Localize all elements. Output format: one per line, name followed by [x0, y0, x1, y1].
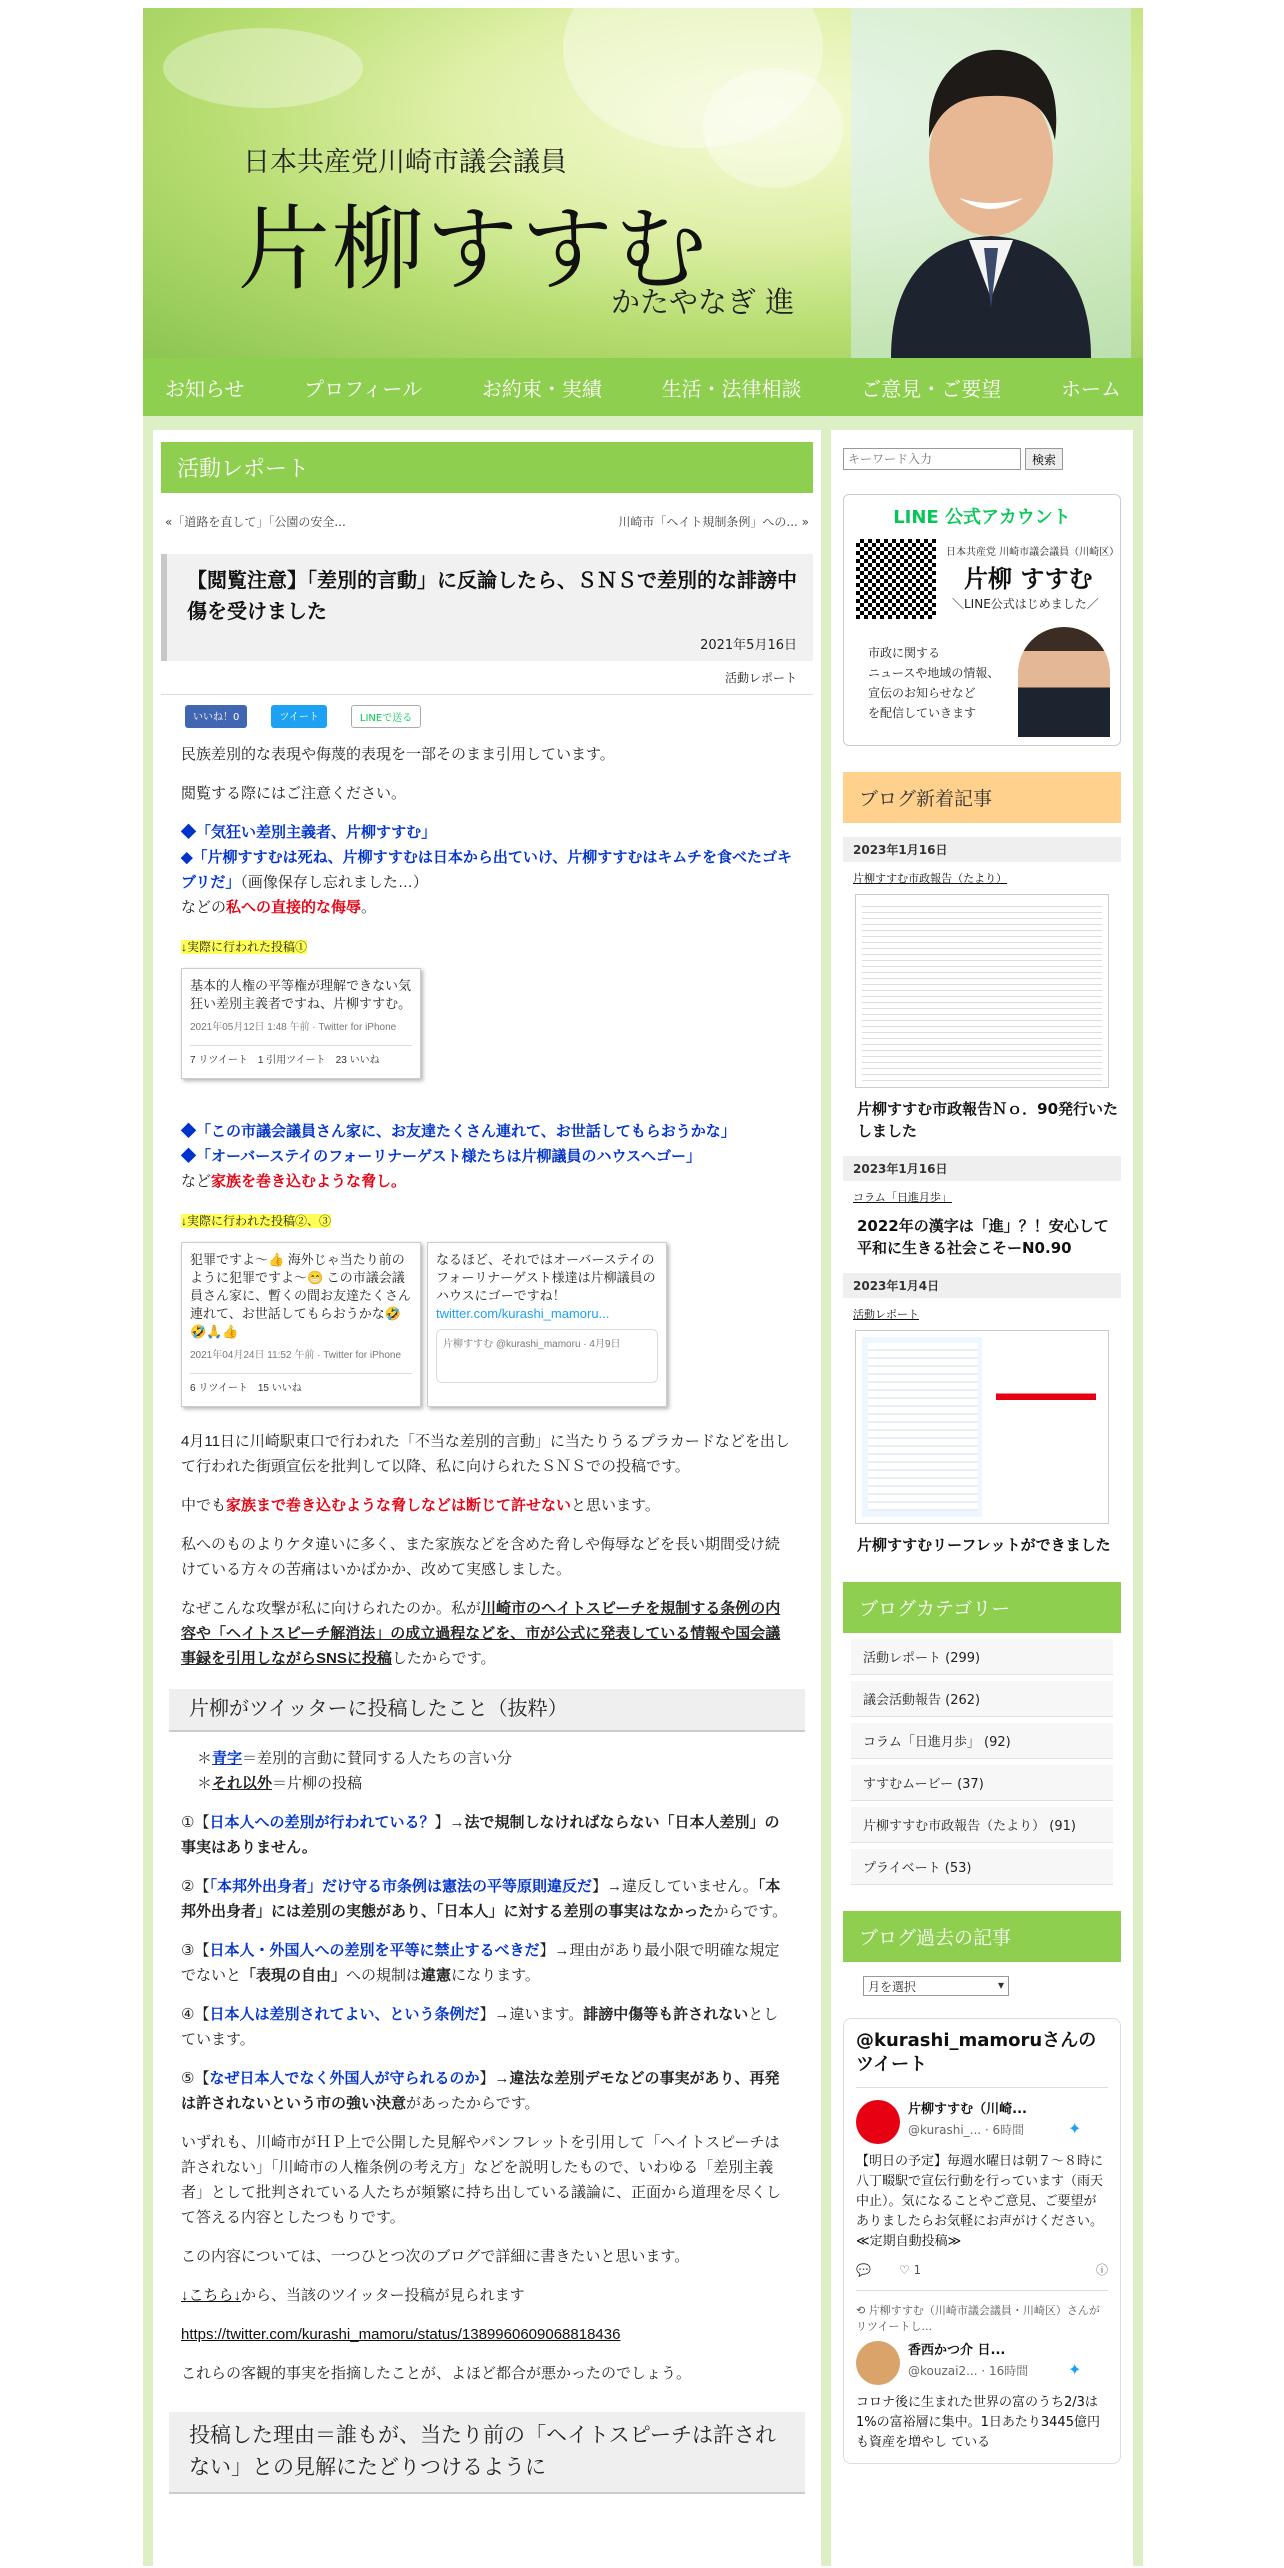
- search-input[interactable]: [843, 448, 1021, 470]
- search-form: [843, 448, 1121, 470]
- avatar[interactable]: [856, 2100, 900, 2144]
- recent-posts-title: ブログ新着記事: [843, 772, 1121, 823]
- recent-post-title[interactable]: 片柳すすむリーフレットができました: [857, 1536, 1111, 1554]
- timeline-title[interactable]: @kurashi_mamoruさんのツイート: [856, 2029, 1108, 2088]
- here-link[interactable]: ↓こちら↓: [181, 2287, 242, 2304]
- legend-key: 青字: [212, 1750, 243, 1767]
- tweet-text: 【明日の予定】毎週水曜日は朝７～８時に八丁畷駅で宣伝行動を行っています（雨天中止）。気になることやご意見、ご要望がありましたらお気軽にお声がけください。≪定期自動投稿≫: [856, 2154, 1104, 2249]
- tweet-author: [908, 2341, 1068, 2382]
- text: ③【: [181, 1942, 210, 1959]
- text: 】→理由があり最小限で明確な規定でないと: [181, 1942, 780, 1984]
- text: などの: [181, 899, 227, 916]
- claim-text: 日本人は差別されてよい、という条例だ: [209, 2006, 480, 2023]
- portrait-thumbnail: [1018, 627, 1110, 737]
- text: したからです。: [391, 1650, 496, 1667]
- paragraph: [181, 1596, 793, 1671]
- tweet-link: twitter.com/kurashi_mamoru...: [436, 1306, 610, 1321]
- tweet-author: [908, 2100, 1068, 2141]
- post-title: 【閲覧注意】「差別的言動」に反論したら、ＳＮＳで差別的な誹謗中傷を受けました: [187, 570, 797, 623]
- answer-text: 「本邦外出身者」には差別の実態があり、「日本人」に対する差別の事実はなかった: [181, 1878, 781, 1920]
- text: としています。: [181, 2006, 779, 2048]
- text: ＝差別的言動に賛同する人たちの言い分: [242, 1750, 513, 1767]
- quote-block: [181, 1119, 793, 1194]
- emphasis-text: 家族まで巻き込むような脅しなどは断じて許せない: [226, 1497, 572, 1514]
- quote-text: ◆「片柳すすむは死ね、片柳すすむは日本から出ていけ、片柳すすむはキムチを食べたゴキブリだ」: [181, 849, 792, 891]
- tweet-actions: [856, 2260, 1108, 2291]
- tweet-meta: 2021年04月24日 11:52 午前 · Twitter for iPhone: [190, 1350, 402, 1361]
- post-header: [161, 554, 813, 661]
- bird-icon: ✦: [1068, 2360, 1082, 2379]
- retweet-label: [856, 2303, 1108, 2335]
- author-handle: @kurashi_... · 6時間: [908, 2123, 1025, 2137]
- paragraph: 閲覧する際にはご注意ください。: [181, 785, 407, 802]
- text: なぜこんな攻撃が私に向けられたのか。私が: [181, 1600, 482, 1617]
- claim-text: 「本邦外出身者」だけ守る市条例は憲法の平等原則違反だ: [209, 1878, 592, 1895]
- global-nav: [143, 358, 1143, 416]
- post-date: 2021年5月16日: [700, 638, 797, 653]
- info-icon[interactable]: ⓘ: [1095, 2263, 1108, 2277]
- author-name: 片柳すすむ（川崎...: [908, 2102, 1027, 2117]
- text: からです。: [713, 1903, 788, 1920]
- quote-text: ◆「気狂い差別主義者、片柳すすむ」: [181, 824, 437, 841]
- recent-post-title[interactable]: 片柳すすむ市政報告Ｎｏ．90発行いたしました: [857, 1100, 1119, 1140]
- select-value: 月を選択: [868, 1980, 917, 1994]
- legend-key: それ以外: [212, 1775, 273, 1792]
- tweet-meta: 2021年05月12日 1:48 午前 · Twitter for iPhone: [190, 1022, 397, 1033]
- emphasis-text: 川崎市のヘイトスピーチを規制する条例の内容や「ヘイトスピーチ解消法」の成立過程などを、市が公式に発表している情報や国会議事録を引用しながらSNSに投稿: [181, 1600, 781, 1667]
- timeline-tweet[interactable]: [856, 2088, 1108, 2291]
- nav-item-home[interactable]: ホーム: [1061, 378, 1121, 401]
- tweet-text: 基本的人権の平等権が理解できない気狂い差別主義者ですね、片柳すすむ。: [190, 978, 412, 1011]
- paragraph: これらの客観的事実を指摘したことが、よほど都合が悪かったのでしょう。: [181, 2365, 692, 2382]
- text: ②【: [181, 1878, 210, 1895]
- text: と思います。: [571, 1497, 660, 1514]
- like-icon[interactable]: ♡ 1: [898, 2263, 922, 2277]
- paragraph: [181, 2283, 793, 2308]
- recent-post-thumbnail[interactable]: [855, 1330, 1109, 1524]
- recent-post-date: 2023年1月4日: [843, 1273, 1121, 1298]
- recent-post-date: 2023年1月16日: [843, 1156, 1121, 1181]
- text: ＊: [197, 1775, 213, 1792]
- category-item[interactable]: プライベート (53): [851, 1849, 1113, 1885]
- paragraph: [181, 2322, 793, 2347]
- emphasis-text: 家族を巻き込むような脅し。: [211, 1173, 407, 1190]
- tweet-url-link[interactable]: https://twitter.com/kurashi_mamoru/status/1389960609068818436: [181, 2326, 621, 2343]
- text: ＝片柳の投稿: [272, 1775, 363, 1792]
- text: 中でも: [181, 1497, 227, 1514]
- like-count: 1: [913, 2263, 922, 2277]
- line-banner-new: ＼LINE公式はじめました／: [952, 597, 1099, 611]
- text: になります。: [451, 1967, 540, 1984]
- claim-text: 日本人への差別が行われている？: [209, 1814, 435, 1831]
- answer-text: 違憲: [421, 1967, 452, 1984]
- header-kana: かたやなぎ 進: [611, 285, 795, 319]
- quoted-tweet: 片柳すすむ @kurashi_mamoru · 4月9日: [436, 1329, 658, 1383]
- header-subtitle: 日本共産党川崎市議会議員: [243, 147, 567, 178]
- text: 】→: [479, 2070, 510, 2087]
- quote-block: [181, 820, 793, 920]
- post-pagination: [165, 513, 809, 530]
- leaf-decoration: [163, 28, 363, 108]
- timeline-tweet[interactable]: [856, 2291, 1108, 2453]
- text: 。: [361, 899, 377, 916]
- answer-text: 違法な差別デモなどの事実があり、再発は許されないという市の強い決意: [181, 2070, 780, 2112]
- site-title[interactable]: 片柳すすむ: [238, 196, 709, 303]
- numbered-point: [181, 2002, 793, 2052]
- retweet-icon: ⟲: [856, 2304, 869, 2317]
- leaflet-panel: [996, 1343, 1096, 1511]
- paragraph: [181, 1493, 793, 1518]
- recent-post-category[interactable]: コラム「日進月歩」: [853, 1191, 952, 1204]
- facebook-like-button[interactable]: いいね！0: [185, 705, 247, 728]
- recent-post-thumbnail[interactable]: [855, 894, 1109, 1088]
- numbered-point: [181, 2066, 793, 2116]
- archive-title: ブログ過去の記事: [843, 1911, 1121, 1962]
- nav-item-news[interactable]: お知らせ: [165, 378, 245, 401]
- leaflet-image: [862, 1337, 1102, 1517]
- section-heading: 投稿した理由＝誰もが、当たり前の「ヘイトスピーチは許されない」との見解にたどりつけるように: [169, 2412, 805, 2494]
- text: があったからです。: [406, 2095, 540, 2112]
- answer-text: 「表現の自由」: [241, 1967, 347, 1984]
- next-post-link[interactable]: 川崎市「ヘイト規制条例」への... »: [618, 515, 809, 529]
- embedded-tweet-image: [181, 1242, 421, 1407]
- bird-icon: ✦: [1068, 2119, 1082, 2138]
- page-body: [143, 416, 1143, 2566]
- tweet-text: コロナ後に生まれた世界の富のうち2/3は1%の富裕層に集中。1日あたり3445億円も資産を増やし ている: [856, 2395, 1100, 2450]
- text: 】→違反していません。: [591, 1878, 758, 1895]
- post-content: [161, 742, 813, 2494]
- highlight-label: ↓実際に行われた投稿②、③: [181, 1214, 332, 1228]
- nav-item-promises[interactable]: お約束・実績: [481, 378, 602, 401]
- chevron-down-icon: ▾: [997, 1978, 1004, 1992]
- numbered-point: [181, 1810, 793, 1860]
- retweet-text: 片柳すすむ（川崎市議会議員・川崎区）さんがリツイートし...: [856, 2304, 1100, 2333]
- tweet-stats: 6 リツイート 15 いいね: [190, 1373, 412, 1398]
- text: ④【: [181, 2006, 210, 2023]
- author-name: 香西かつ介 日...: [908, 2343, 1006, 2358]
- tweet-button[interactable]: ツイート: [271, 705, 327, 728]
- numbered-point: [181, 1938, 793, 1988]
- line-banner-name: 片柳 すすむ: [964, 565, 1093, 593]
- text: から、当該のツイッター投稿が見られます: [241, 2287, 525, 2304]
- text: など: [181, 1173, 212, 1190]
- reply-icon[interactable]: 💬: [856, 2263, 871, 2277]
- qr-code-icon: [856, 539, 936, 619]
- quote-note: （画像保存し忘れました…）: [240, 874, 428, 891]
- paragraph: この内容については、一つひとつ次のブログで詳細に書きたいと思います。: [181, 2248, 690, 2265]
- line-banner-title: LINE 公式アカウント: [893, 507, 1071, 528]
- legend: [197, 1746, 793, 1796]
- answer-text: 誹謗中傷等も許されない: [583, 2006, 749, 2023]
- tweet-stats: 7 リツイート 1 引用ツイート 23 いいね: [190, 1045, 412, 1070]
- tweet-text: なるほど、それではオーバーステイのフォーリナーゲスト様達は片柳議員のハウスにゴーですね！: [436, 1252, 656, 1303]
- leaflet-panel: [868, 1343, 978, 1511]
- archive-month-select[interactable]: [863, 1976, 1009, 1996]
- recent-post-category[interactable]: 活動レポート: [853, 1308, 919, 1321]
- quote-text: ◆「この市議会議員さん家に、お友達たくさん連れて、お世話してもらおうかな」: [181, 1123, 736, 1140]
- emphasis-text: 私への直接的な侮辱: [226, 899, 362, 916]
- recent-post-category[interactable]: 片柳すすむ市政報告（たより）: [853, 872, 1008, 885]
- category-item[interactable]: 活動レポート (299): [851, 1639, 1113, 1675]
- post-category[interactable]: 活動レポート: [161, 669, 813, 695]
- text: への規制は: [346, 1967, 422, 1984]
- paragraph: いずれも、川崎市がＨＰ上で公開した見解やパンフレットを引用して「ヘイトスピーチは許されない」「川崎市の人権条例の考え方」などを説明したもので、いわゆる「差別主義者」として批判されている人たちが頻繁に持ち出している議論に、正面から道理を尽くして答える内容としたつもりです。: [181, 2134, 782, 2226]
- category-item[interactable]: すすむムービー (37): [851, 1765, 1113, 1801]
- tweet-images-row: [181, 1234, 793, 1407]
- avatar[interactable]: [856, 2341, 900, 2385]
- line-share-button[interactable]: LINEで送る: [351, 705, 421, 728]
- prev-post-link[interactable]: «「道路を直して」「公園の安全...: [165, 515, 346, 529]
- paragraph: 4月11日に川崎駅東口で行われた「不当な差別的言動」に当たりうるプラカードなどを出して行われた街頭宣伝を批判して以降、私に向けられたＳＮＳでの投稿です。: [181, 1433, 790, 1475]
- highlight-label: ↓実際に行われた投稿①: [181, 940, 308, 954]
- nav-item-profile[interactable]: プロフィール: [304, 378, 423, 401]
- quote-text: ◆「オーバーステイのフォーリナーゲスト様たちは片柳議員のハウスへゴー」: [181, 1148, 702, 1165]
- line-banner-party: 日本共産党 川崎市議会議員（川崎区）: [946, 547, 1120, 558]
- line-banner-desc: 市政に関する ニュースや地域の情報、 宣伝のお知らせなど を配信していきます: [868, 646, 1000, 720]
- nav-item-opinion[interactable]: ご意見・ご要望: [861, 378, 1002, 401]
- paragraph: 民族差別的な表現や侮蔑的表現を一部そのまま引用しています。: [181, 746, 615, 763]
- category-item[interactable]: 議会活動報告 (262): [851, 1681, 1113, 1717]
- embedded-tweet-image: [427, 1242, 667, 1407]
- twitter-timeline: [843, 2018, 1121, 2464]
- text: ⑤【: [181, 2070, 210, 2087]
- line-official-banner[interactable]: [843, 494, 1121, 746]
- sidebar: [831, 430, 1133, 2566]
- newsletter-image: [862, 901, 1102, 1081]
- recent-post-title[interactable]: 2022年の漢字は「進」？！安心して平和に生きる社会こそーN0.90: [857, 1217, 1109, 1257]
- text: 】→: [434, 1814, 465, 1831]
- section-title: 活動レポート: [161, 442, 813, 493]
- claim-text: 日本人・外国人への差別を平等に禁止するべきだ: [209, 1942, 540, 1959]
- nav-item-consultation[interactable]: 生活・法律相談: [661, 378, 802, 401]
- site-header: [143, 8, 1143, 358]
- recent-post-date: 2023年1月16日: [843, 837, 1121, 862]
- category-item[interactable]: 片柳すすむ市政報告（たより） (91): [851, 1807, 1113, 1843]
- share-buttons: [185, 705, 813, 728]
- page-wrapper: [143, 8, 1143, 2566]
- text: ＊: [197, 1750, 213, 1767]
- text: 】→違います。: [479, 2006, 584, 2023]
- section-heading: 片柳がツイッターに投稿したこと（抜粋）: [169, 1689, 805, 1732]
- text: ①【: [181, 1814, 210, 1831]
- paragraph: 私へのものよりケタ違いに多く、また家族などを含めた脅しや侮辱などを長い期間受け続けている方々の苦痛はいかばかか、改めて実感しました。: [181, 1536, 780, 1578]
- claim-text: なぜ日本人でなく外国人が守られるのか: [209, 2070, 480, 2087]
- author-handle: @kouzai2... · 16時間: [908, 2364, 1029, 2378]
- main-column: [153, 430, 821, 2566]
- leaf-decoration: [703, 68, 843, 188]
- numbered-point: [181, 1874, 793, 1924]
- categories-title: ブログカテゴリー: [843, 1582, 1121, 1633]
- category-item[interactable]: コラム「日進月歩」 (92): [851, 1723, 1113, 1759]
- tweet-text: 犯罪ですよ〜👍 海外じゃ当たり前のように犯罪ですよ〜😁 この市議会議員さん家に、暫くの間お友達たくさん連れて、お世話してもらおうかな🤣🤣🙏👍: [190, 1252, 412, 1339]
- portrait-photo: [851, 8, 1131, 358]
- search-button[interactable]: 検索: [1025, 448, 1063, 470]
- embedded-tweet-image: [181, 968, 421, 1079]
- answer-text: 法で規制しなければならない「日本人差別」の事実はありません。: [181, 1814, 780, 1856]
